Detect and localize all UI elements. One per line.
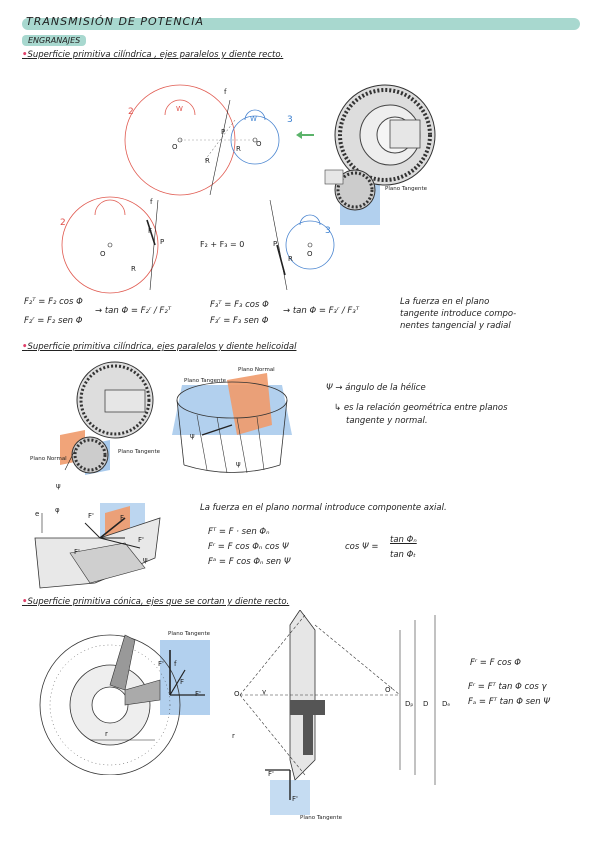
radius-r3-label-2: R xyxy=(288,255,293,263)
helix-note-1: Ψ → ángulo de la hélice xyxy=(326,383,426,393)
center-o2-label: O xyxy=(172,143,178,151)
force-Fr-label-helix: F' xyxy=(88,512,94,520)
eq-helix-a: Fᵃ = F cos Φₙ sen Ψ xyxy=(208,557,291,567)
omega-3-label: W xyxy=(250,115,257,123)
gamma-label: γ xyxy=(262,688,267,696)
helix-force-note: La fuerza en el plano normal introduce componente axial. xyxy=(200,503,447,513)
eq-f2-tangential: F₂ᵀ = F₂ cos Φ xyxy=(24,297,83,307)
diameter-Dp-label: Dₚ xyxy=(405,700,414,708)
force-Fr-label-cone: F' xyxy=(195,690,201,698)
eq-helix-r: Fʳ = F cos Φₙ cos Ψ xyxy=(208,542,289,552)
eq-f3-radial: F₃ʳ = F₃ sen Φ xyxy=(210,316,269,326)
eq-cos-psi-den: tan Φₜ xyxy=(390,550,416,560)
center-o2-label-2: O xyxy=(100,250,106,258)
helix-note-3: tangente y normal. xyxy=(346,416,428,426)
plano-tangente-label-3: Plano Tangente xyxy=(184,378,227,384)
section-2-heading: •Superficie primitiva cilíndrica, ejes paralelos y diente helicoidal xyxy=(22,342,297,352)
diameter-De-label: Dₑ xyxy=(442,700,451,708)
force-Fa-label-helix: F' xyxy=(74,548,80,556)
helical-force-diagram xyxy=(30,498,165,593)
plano-tangente-label-4: Plano Tangente xyxy=(168,631,211,637)
eq-f3-tan: → tan Φ = F₃ʳ / F₃ᵀ xyxy=(283,306,360,316)
eq-f3-tangential: F₃ᵀ = F₃ cos Φ xyxy=(210,300,269,310)
omega-2-label: W xyxy=(176,105,183,113)
force-Ft-label-section: F' xyxy=(268,770,274,778)
page-subtitle: ENGRANAJES xyxy=(22,35,86,46)
helix-note-2: ↳ es la relación geométrica entre planos xyxy=(334,403,508,413)
force-F-label: F xyxy=(148,227,153,235)
force-f-label: f xyxy=(224,88,227,96)
force-F-label-helix: F xyxy=(120,514,125,522)
diameter-D-label: D xyxy=(423,700,429,708)
eq-f2-tan: → tan Φ = F₂ʳ / F₂ᵀ xyxy=(95,306,172,316)
psi-label-4: ψ xyxy=(143,556,148,564)
plano-normal-label-1: Plano Normal xyxy=(30,456,67,462)
point-p-label-2: P xyxy=(160,238,165,246)
radius-r-label-section: r xyxy=(232,732,235,740)
psi-label-2: ψ xyxy=(190,432,195,440)
page-title: TRANSMISIÓN DE POTENCIA xyxy=(26,15,204,28)
force-Ft-label-cone: F' xyxy=(158,660,164,668)
section-1-heading: •Superficie primitiva cilíndrica , ejes paralelos y diente recto. xyxy=(22,50,284,60)
center-Oprime-label: O' xyxy=(385,686,393,694)
green-arrow-icon xyxy=(296,130,316,140)
force-sum-equation: F₂ + F₃ = 0 xyxy=(200,240,245,249)
eq-cone-1: Fʳ = F cos Φ xyxy=(470,658,521,668)
psi-label-1: ψ xyxy=(56,482,61,490)
section-3-heading: •Superficie primitiva cónica, ejes que se cortan y diente recto. xyxy=(22,597,290,607)
radius-r2-label: R xyxy=(205,157,210,165)
gear-3-label: 3 xyxy=(287,115,293,125)
radius-r2-label-2: R xyxy=(131,265,136,273)
center-O-label: O xyxy=(234,690,240,698)
bevel-gear-section-diagram xyxy=(225,610,460,820)
psi-label-3: ψ xyxy=(236,460,241,468)
helical-gear-3d-illustration xyxy=(35,360,160,490)
phi-label-helix: φ xyxy=(55,506,60,514)
bevel-gear-front-diagram xyxy=(30,625,220,775)
gear-3-label-2: 3 xyxy=(325,226,331,236)
gear-2-label: 2 xyxy=(128,107,134,117)
force-f-label-2: f xyxy=(150,198,153,206)
force-F-label-section: F' xyxy=(292,795,298,803)
gear-2-label-2: 2 xyxy=(60,218,66,228)
cyl-note: La fuerza en el plano tangente introduce compo- nentes tangencial y radial xyxy=(400,297,517,331)
e-label-helix: e xyxy=(35,510,40,518)
eq-helix-t: Fᵀ = F · sen Φₙ xyxy=(208,527,270,537)
center-o3-label: O xyxy=(256,140,262,148)
point-p-label-3: P xyxy=(273,240,278,248)
eq-f2-radial: F₂ʳ = F₂ sen Φ xyxy=(24,316,83,326)
eq-cone-2: Fʳ = Fᵀ tan Φ cos γ xyxy=(468,682,547,692)
eq-cone-3: Fₐ = Fᵀ tan Φ sen Ψ xyxy=(468,697,551,707)
radius-r3-label: R xyxy=(236,145,241,153)
eq-cos-psi-num: tan Φₙ xyxy=(390,535,417,545)
center-o3-label-2: O xyxy=(307,250,313,258)
gear-pair-diagram xyxy=(110,80,310,200)
plano-tangente-label-1: Plano Tangente xyxy=(385,186,428,192)
point-p-label: P xyxy=(221,128,226,136)
eq-cos-psi: cos Ψ = xyxy=(345,542,379,552)
plano-normal-label-2: Plano Normal xyxy=(238,367,275,373)
plano-tangente-label-5: Plano Tangente xyxy=(300,815,343,821)
radius-r-label-cone: r xyxy=(105,730,108,738)
force-F-label-cone: F xyxy=(180,678,185,686)
force-f-label-cone: f xyxy=(174,660,177,668)
force-Ft-label-helix: F' xyxy=(138,536,144,544)
plano-tangente-label-2: Plano Tangente xyxy=(118,449,161,455)
